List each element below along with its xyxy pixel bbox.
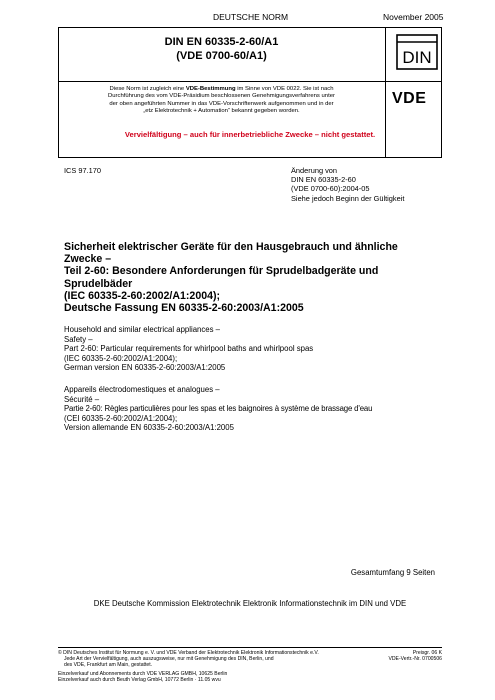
copyright-notice	[58, 650, 378, 668]
price-info	[388, 650, 442, 662]
title-line: Sprudelbäder	[64, 277, 133, 290]
title-line: Household and similar electrical appliances –	[64, 325, 221, 334]
vde-note	[60, 86, 383, 116]
amendment-line: (VDE 0700-60):2004-05	[291, 184, 370, 194]
title-line: Zwecke –	[64, 253, 112, 266]
title-french	[64, 385, 454, 433]
price-group: Preisgr. 06 K	[412, 650, 442, 656]
title-line: Safety –	[64, 334, 93, 344]
title-german	[64, 241, 444, 314]
amendment-line: Siehe jedoch Beginn der Gültigkeit	[291, 193, 405, 203]
title-line: Partie 2-60: Règles particulières pour les spas et les baignoires à système de brassage d'eau	[64, 404, 373, 414]
title-line: Part 2-60: Particular requirements for whirlpool baths and whirlpool spas	[64, 344, 314, 354]
logo-separator	[385, 81, 442, 82]
vertr-number: VDE-Vertr.-Nr. 0700506	[388, 656, 442, 663]
title-line: Deutsche Fassung EN 60335-2-60:2003/A1:2005	[64, 302, 304, 315]
amendment-line: DIN EN 60335-2-60	[291, 175, 356, 185]
dke-line: DKE Deutsche Kommission Elektrotechnik Elektronik Informationstechnik im DIN und VDE	[93, 599, 407, 608]
amendment-line: Änderung von	[291, 166, 338, 175]
title-english	[64, 325, 444, 373]
title-line: German version EN 60335-2-60:2003/A1:2005	[64, 363, 226, 373]
page-count: Gesamtumfang 9 Seiten	[350, 568, 435, 577]
copy-notice: Vervielfältigung – auch für innerbetriebliche Zwecke – nicht gestattet.	[124, 130, 376, 139]
sales-line: Einzelverkauf auch durch Beuth Verlag GmbH, 10772 Berlin · 11.05 wvu	[58, 677, 221, 684]
vde-note-line: Diese Norm ist zugleich eine VDE-Bestimmung im Sinne von VDE 0022. Sie ist nach	[109, 86, 334, 92]
copyright-line: des VDE, Frankfurt am Main, gestattet.	[64, 662, 153, 669]
title-line: (IEC 60335-2-60:2002/A1:2004);	[64, 289, 221, 302]
title-line: (IEC 60335-2-60:2002/A1:2004);	[64, 353, 178, 363]
vde-note-line: der oben angeführten Nummer in das VDE-Vorschriftenwerk aufgenommen und in der	[109, 100, 334, 107]
vde-note-line: Durchführung des vom VDE-Präsidium beschlossenen Genehmigungsverfahrens unter	[108, 93, 335, 100]
vde-logo: VDE	[392, 90, 427, 107]
vde-note-line: „etz Elektrotechnik + Automation“ bekannt gegeben worden.	[143, 108, 300, 115]
title-line: Sicherheit elektrischer Geräte für den Hausgebrauch und ähnliche	[64, 241, 398, 253]
title-line: Version allemande EN 60335-2-60:2003/A1:2005	[64, 423, 234, 433]
norm-type-label: DEUTSCHE NORM	[213, 12, 289, 22]
copyright-line: © DIN Deutsches Institut für Normung e. V. und VDE Verband der Elektrotechnik Elektronik Informationstechnik e.V.	[58, 650, 319, 656]
standard-number: DIN EN 60335-2-60/A1	[164, 36, 279, 48]
title-line: Appareils électrodomestiques et analogues –	[64, 385, 220, 394]
title-line: Sécurité –	[64, 394, 100, 404]
sales-info	[58, 671, 378, 683]
publication-date: November 2005	[383, 12, 444, 22]
title-line: Teil 2-60: Besondere Anforderungen für Sprudelbadgeräte und	[64, 265, 379, 278]
title-line: (CEI 60335-2-60:2002/A1:2004);	[64, 413, 178, 423]
vde-number: (VDE 0700-60/A1)	[176, 50, 267, 62]
din-logo-text: DIN	[402, 48, 432, 67]
copyright-line: Jede Art der Vervielfältigung, auch auszugsweise, nur mit Genehmigung des DIN, Berlin, und	[64, 656, 274, 663]
amendment-info	[291, 166, 404, 203]
din-logo	[396, 34, 438, 70]
sales-line: Einzelverkauf und Abonnements durch VDE VERLAG GMBH, 10625 Berlin	[58, 671, 228, 677]
footer-divider	[58, 647, 442, 648]
ics-code: ICS 97.170	[64, 166, 101, 175]
